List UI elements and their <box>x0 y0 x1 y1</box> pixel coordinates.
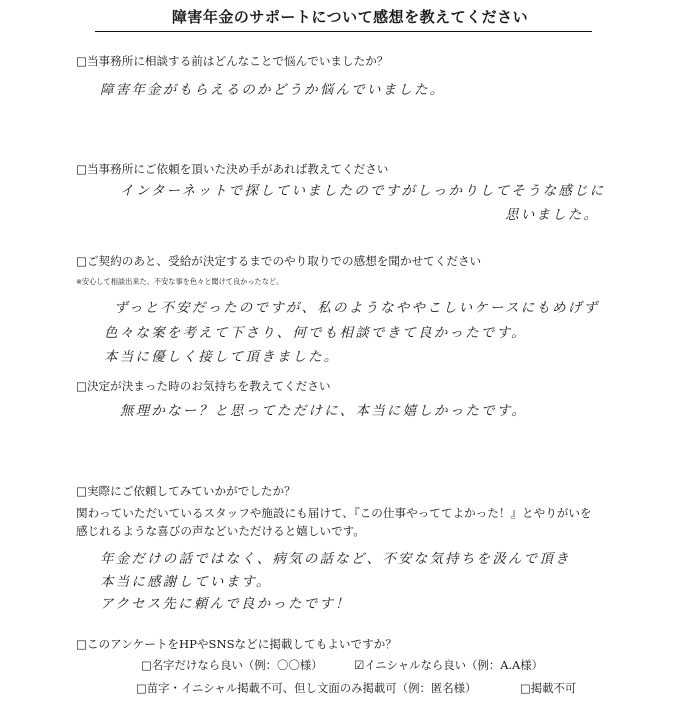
option-initials-ok[interactable]: ☑イニシャルなら良い（例：A.A様） <box>354 658 544 672</box>
option-no-publish[interactable]: □掲載不可 <box>520 681 577 695</box>
question-5: □実際にご依頼してみていかがでしたか？ <box>76 484 296 498</box>
answer-5-line-3: アクセス先に頼んで良かったです！ <box>100 596 351 612</box>
answer-2-line-1: インターネットで探していましたのですがしっかりしてそうな感じに <box>120 183 606 199</box>
question-2: □当事務所にご依頼を頂いた決め手があれば教えてください <box>76 162 389 176</box>
answer-5-line-2: 本当に感謝しています。 <box>100 574 272 590</box>
option-surname-only[interactable]: □名字だけなら良い（例：〇〇様） <box>141 658 323 672</box>
answer-3-line-1: ずっと不安だったのですが、私のようなややこしいケースにもめげず <box>114 300 600 316</box>
question-5-description-line-1: 関わっていただいているスタッフや施設にも届けて、『この仕事やっててよかった！』とやりがいを <box>76 506 592 520</box>
answer-1-line-1: 障害年金がもらえるのかどうか悩んでいました。 <box>100 82 446 98</box>
question-4: □決定が決まった時のお気持ちを教えてください <box>76 379 331 393</box>
answer-2-line-2: 思いました。 <box>505 207 600 223</box>
question-6: □このアンケートをHPやSNSなどに掲載してもよいですか？ <box>76 637 397 651</box>
answer-3-line-2: 色々な案を考えて下さり、何でも相談できて良かったです。 <box>104 325 527 341</box>
question-1: □当事務所に相談する前はどんなことで悩んでいましたか？ <box>76 54 389 68</box>
option-text-only[interactable]: □苗字・イニシャル掲載不可、但し文面のみ掲載可（例：匿名様） <box>136 681 477 695</box>
question-3: □ご契約のあと、受給が決定するまでのやり取りでの感想を聞かせてください <box>76 254 482 268</box>
answer-5-line-1: 年金だけの話ではなく、病気の話など、不安な気持ちを汲んで頂き <box>100 551 571 567</box>
title-underline <box>95 31 592 32</box>
question-3-note: ※安心して相談出来た、不安な事を色々と聞けて良かったなど。 <box>76 277 284 286</box>
answer-4-line-1: 無理かなー？と思ってただけに、本当に嬉しかったです。 <box>120 403 528 419</box>
question-5-description-line-2: 感じれるような喜びの声などいただけると嬉しいです。 <box>76 524 365 538</box>
answer-3-line-3: 本当に優しく接して頂きました。 <box>104 349 340 365</box>
page-title: 障害年金のサポートについて感想を教えてください <box>171 8 529 26</box>
